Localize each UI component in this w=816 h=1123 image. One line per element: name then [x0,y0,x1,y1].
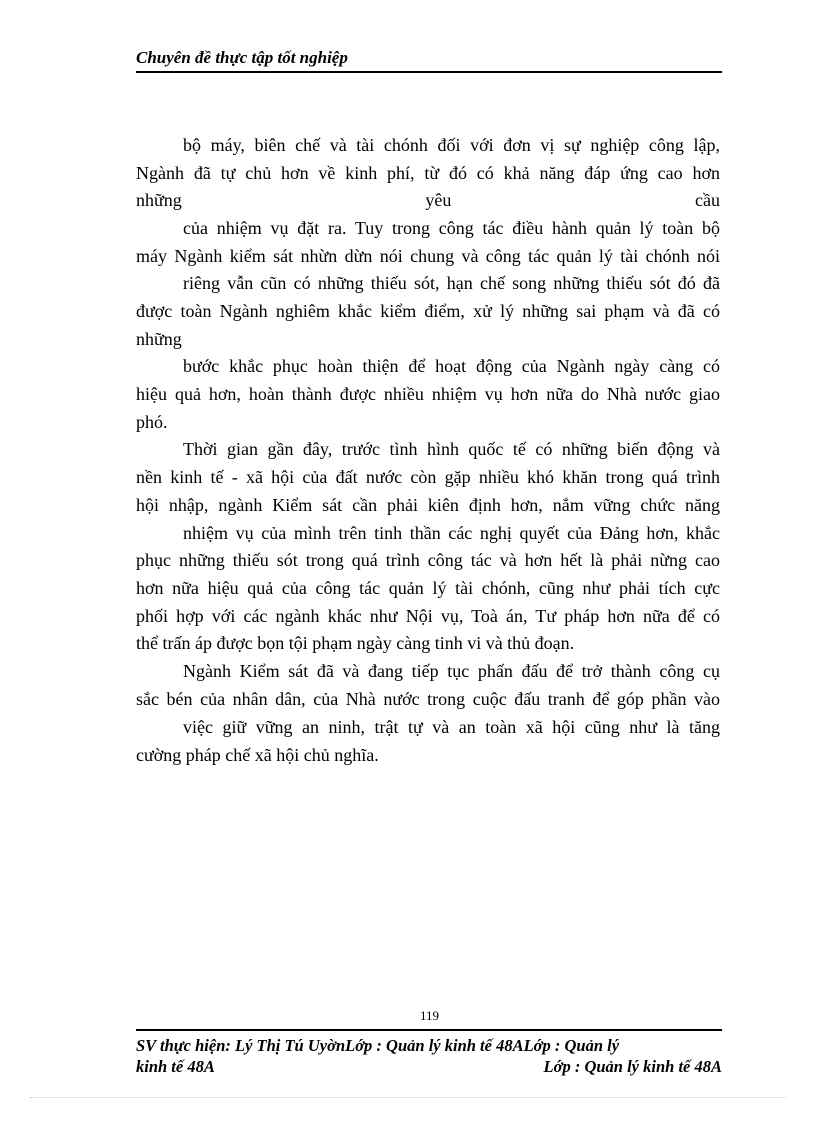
header-rule [136,71,722,73]
text-line: máy Ngành kiểm sát nhừn dừn nói chung và công tác quản lý tài chónh nói [136,246,720,266]
footer-line-1: SV thực hiện: Lý Thị Tú UyờnLớp : Quản lý kinh tế 48ALớp : Quản lý [136,1036,620,1055]
text-line: nền kinh tế - xã hội của đất nước còn gặp nhiều khó khăn trong quá trình [136,467,720,487]
page-number: 119 [420,1008,440,1023]
text-line: riêng vẫn cũn có những thiếu sót, hạn chế song những thiếu sót đó đã [183,273,720,293]
text-line: việc giữ vững an ninh, trật tự và an toàn xã hội cũng như là tăng [183,717,720,737]
text-line: phục những thiếu sót trong quá trình công tác và hơn hết là phải nừng cao [136,550,720,570]
text-line: thể trấn áp được bọn tội phạm ngày càng tinh vi và thủ đoạn. [136,633,575,653]
footer-line-2-left: kinh tế 48A [136,1057,215,1076]
text-line: nhiệm vụ của mình trên tinh thần các nghị quyết của Đảng hơn, khắc [183,523,720,543]
text-line: hiệu quả hơn, hoàn thành được nhiều nhiệm vụ hơn nữa do Nhà nước giao [136,384,720,404]
running-header: Chuyên đề thực tập tốt nghiệp [136,48,348,67]
text-line: hội nhập, ngành Kiểm sát cần phải kiên định hơn, nắm vững chức năng [136,495,720,515]
text-line: hơn nữa hiệu quả của công tác quản lý tài chónh, cũng như phải tích cực [136,578,720,598]
text-line: Thời gian gần đây, trước tình hình quốc tế có những biến động và [183,439,720,459]
text-line: của nhiệm vụ đặt ra. Tuy trong công tác điều hành quản lý toàn bộ [183,218,720,238]
footer-rule [136,1029,722,1031]
text-line: bước khắc phục hoàn thiện để hoạt động của Ngành ngày càng có [183,356,720,376]
text-line: được toàn Ngành nghiêm khắc kiểm điểm, xử lý những sai phạm và đã có [136,301,720,321]
page-edge-divider [30,1097,786,1098]
text-line: những yêu cầu [136,190,720,210]
text-line: những [136,329,182,349]
text-line: Ngành Kiểm sát đã và đang tiếp tục phấn đấu để trở thành công cụ [183,661,720,681]
text-line: sắc bén của nhân dân, của Nhà nước trong cuộc đấu tranh để góp phần vào [136,689,720,709]
footer-line-2-right: Lớp : Quản lý kinh tế 48A [543,1057,722,1076]
text-line: bộ máy, biên chế và tài chónh đối với đơn vị sự nghiệp công lập, [183,135,720,155]
text-line: phối hợp với các ngành khác như Nội vụ, Toà án, Tư pháp hơn nữa để có [136,606,720,626]
text-line: phó. [136,412,168,432]
text-line: Ngành đã tự chủ hơn về kinh phí, từ đó có khả năng đáp ứng cao hơn [136,163,720,183]
text-line: cường pháp chế xã hội chủ nghĩa. [136,745,379,765]
